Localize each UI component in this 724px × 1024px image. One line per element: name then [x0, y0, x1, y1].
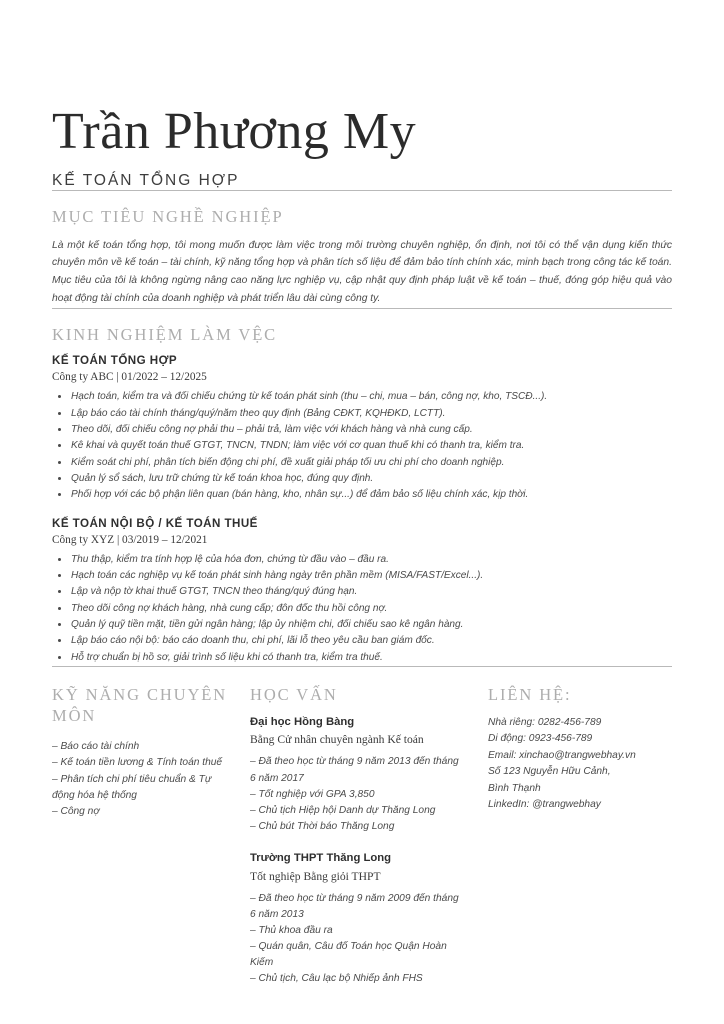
section-education	[250, 669, 480, 987]
section-skills	[52, 669, 250, 987]
list-item: Kê khai và quyết toán thuế GTGT, TNCN, TNDN; làm việc với cơ quan thuế khi có thanh tra, kiểm tra.	[52, 438, 672, 454]
divider-objective	[52, 308, 672, 309]
experience-job-title: KẾ TOÁN TỔNG HỢP	[52, 354, 178, 368]
section-title-contact: LIÊN HỆ:	[488, 685, 572, 705]
section-title-education: HỌC VẤN	[250, 685, 338, 705]
list-item: Phối hợp với các bộ phận liên quan (bán hàng, kho, nhân sự...) để đảm bảo số liệu chính xác, kịp thời.	[52, 487, 672, 503]
experience-bullet-list	[52, 389, 672, 503]
section-title-experience: KINH NGHIỆM LÀM VỆC	[52, 324, 278, 344]
section-objective	[52, 207, 672, 307]
contact-linkedin: LinkedIn: @trangwebhay	[488, 799, 601, 811]
list-item: – Chủ tịch Hiệp hội Danh dự Thăng Long	[250, 804, 436, 816]
education-school: Trường THPT Thăng Long	[250, 851, 392, 864]
list-item: – Quán quân, Câu đố Toán học Quận Hoàn Kiếm	[250, 941, 447, 969]
list-item: – Tốt nghiệp với GPA 3,850	[250, 788, 375, 800]
list-item: – Kế toán tiền lương & Tính toán thuế	[52, 757, 223, 769]
list-item: – Báo cáo tài chính	[52, 741, 140, 753]
list-item: – Phân tích chi phí tiêu chuẩn & Tự động hóa hệ thống	[52, 773, 212, 801]
list-item: – Thủ khoa đầu ra	[250, 924, 333, 936]
section-experience	[52, 325, 672, 666]
list-item: – Đã theo học từ tháng 9 năm 2009 đến tháng 6 năm 2013	[250, 892, 459, 920]
education-school: Đại học Hồng Bàng	[250, 715, 355, 728]
divider-header	[52, 190, 672, 191]
experience-item	[52, 354, 672, 503]
list-item: – Chủ tịch, Câu lạc bộ Nhiếp ảnh FHS	[250, 973, 423, 985]
contact-list	[488, 715, 672, 814]
bottom-columns	[52, 669, 672, 987]
experience-company-dates: Công ty ABC | 01/2022 – 12/2025	[52, 371, 207, 384]
list-item: Hạch toán các nghiệp vụ kế toán phát sinh hàng ngày trên phần mềm (MISA/FAST/Excel...).	[52, 568, 672, 584]
list-item: Thu thập, kiểm tra tính hợp lệ của hóa đơn, chứng từ đầu vào – đầu ra.	[52, 552, 672, 568]
list-item: Hạch toán, kiểm tra và đối chiếu chứng từ kế toán phát sinh (thu – chi, mua – bán, công nợ, kho, TSCĐ...).	[52, 389, 672, 405]
list-item: – Công nợ	[52, 805, 100, 817]
experience-bullet-list	[52, 552, 672, 666]
objective-text: Là một kế toán tổng hợp, tôi mong muốn được làm việc trong môi trường chuyên nghiệp, ổn định, nơi tôi có thể vận dụng kiến thức chuyên môn về kế toán – tài chính, kỹ năng tổng hợp và phân tích số liệu để đảm bảo tính chính xác, minh bạch trong công tác kế toán. Mục tiêu của tôi là không ngừng nâng cao năng lực nghiệp vụ, cập nhật quy định pháp luật về kế toán – thuế, đóng góp hiệu quả vào hoạt động tài chính của doanh nghiệp và phát triển lâu dài cùng công ty.	[52, 239, 672, 304]
contact-email: Email: xinchao@trangwebhay.vn	[488, 749, 636, 761]
education-detail-list	[250, 754, 466, 835]
education-degree: Tốt nghiệp Bằng giỏi THPT	[250, 869, 381, 883]
resume-header	[52, 0, 672, 190]
list-item: Lập báo cáo tài chính tháng/quý/năm theo quy định (Bảng CĐKT, KQHĐKD, LCTT).	[52, 406, 672, 422]
section-contact	[480, 669, 672, 987]
section-title-skills: KỸ NĂNG CHUYÊN MÔN	[52, 685, 228, 725]
education-detail-list	[250, 891, 466, 988]
experience-item	[52, 517, 672, 666]
contact-address-line1: Số 123 Nguyễn Hữu Cảnh,	[488, 766, 611, 778]
experience-company-dates: Công ty XYZ | 03/2019 – 12/2021	[52, 533, 208, 546]
candidate-job-title: KẾ TOÁN TỔNG HỢP	[52, 172, 240, 190]
list-item: Kiểm soát chi phí, phân tích biến động chi phí, đề xuất giải pháp tối ưu chi phí cho doanh nghiệp.	[52, 455, 672, 471]
list-item: Hỗ trợ chuẩn bị hồ sơ, giải trình số liệu khi có thanh tra, kiểm tra thuế.	[52, 650, 672, 666]
education-item	[250, 715, 466, 835]
education-degree: Bằng Cử nhân chuyên ngành Kế toán	[250, 733, 424, 747]
list-item: Lập báo cáo nội bộ: báo cáo doanh thu, chi phí, lãi lỗ theo yêu cầu ban giám đốc.	[52, 633, 672, 649]
education-item	[250, 851, 466, 987]
list-item: – Đã theo học từ tháng 9 năm 2013 đến tháng 6 năm 2017	[250, 756, 459, 784]
list-item: – Chủ bút Thời báo Thăng Long	[250, 820, 395, 832]
divider-experience	[52, 666, 672, 667]
contact-address-line2: Bình Thạnh	[488, 782, 541, 794]
list-item: Quản lý quỹ tiền mặt, tiền gửi ngân hàng; lập ủy nhiệm chi, đối chiếu sao kê ngân hàng.	[52, 617, 672, 633]
section-title-objective: MỤC TIÊU NGHỀ NGHIỆP	[52, 207, 284, 227]
contact-mobile-phone: Di động: 0923-456-789	[488, 733, 593, 745]
list-item: Lập và nộp tờ khai thuế GTGT, TNCN theo tháng/quý đúng hạn.	[52, 584, 672, 600]
skills-list	[52, 739, 236, 820]
list-item: Theo dõi, đối chiếu công nợ phải thu – phải trả, làm việc với khách hàng và nhà cung cấp.	[52, 422, 672, 438]
list-item: Quản lý sổ sách, lưu trữ chứng từ kế toán khoa học, đúng quy định.	[52, 471, 672, 487]
experience-job-title: KẾ TOÁN NỘI BỘ / KẾ TOÁN THUẾ	[52, 516, 258, 530]
candidate-name: Trần Phương My	[52, 103, 417, 160]
list-item: Theo dõi công nợ khách hàng, nhà cung cấp; đôn đốc thu hồi công nợ.	[52, 601, 672, 617]
contact-home-phone: Nhà riêng: 0282-456-789	[488, 716, 602, 728]
